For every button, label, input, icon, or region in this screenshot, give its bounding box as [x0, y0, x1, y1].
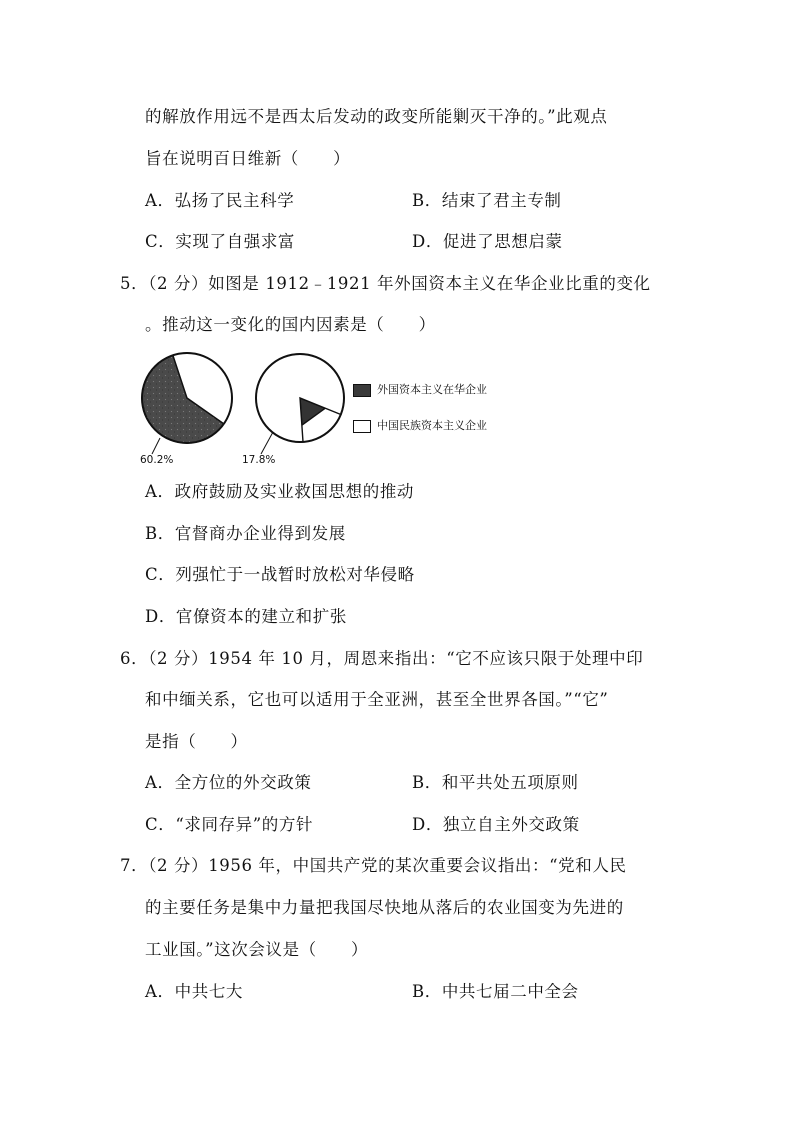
legend-label-foreign: 外国资本主义在华企业 — [377, 383, 487, 396]
q6-option-d[interactable]: D．独立自主外交政策 — [412, 815, 580, 834]
q6-option-a[interactable]: A．全方位的外交政策 — [145, 773, 312, 792]
q7-option-b[interactable]: B．中共七届二中全会 — [412, 982, 579, 1001]
q4-option-d[interactable]: D．促进了思想启蒙 — [412, 232, 563, 251]
q5-option-a[interactable]: A．政府鼓励及实业救国思想的推动 — [145, 482, 415, 501]
q4-stem-line-2: 旨在说明百日维新（ ） — [145, 149, 351, 168]
legend-label-national: 中国民族资本主义企业 — [377, 419, 487, 432]
q7-stem-line-2: 的主要任务是集中力量把我国尽快地从落后的农业国变为先进的 — [145, 898, 624, 917]
pie-right — [256, 354, 344, 442]
pie-1960-left — [142, 353, 232, 443]
pie-1-label-leader — [152, 438, 160, 454]
q7-stem-line-3: 工业国。”这次会议是（ ） — [145, 940, 369, 959]
legend-swatch-foreign — [353, 384, 371, 397]
q6-option-b[interactable]: B．和平共处五项原则 — [412, 773, 579, 792]
q4-stem-line-1: 的解放作用远不是西太后发动的政变所能剿灭干净的。”此观点 — [145, 107, 608, 126]
q4-option-b[interactable]: B．结束了君主专制 — [412, 191, 562, 210]
q5-stem-line-2: 。推动这一变化的国内因素是（ ） — [145, 315, 436, 334]
pie-2-percent-label: 17.8% — [242, 454, 276, 466]
q7-option-a[interactable]: A．中共七大 — [145, 982, 244, 1001]
q5-option-b[interactable]: B．官督商办企业得到发展 — [145, 524, 346, 543]
q6-stem-line-3: 是指（ ） — [145, 732, 248, 751]
pie-1-percent-label: 60.2% — [140, 454, 174, 466]
q5-option-c[interactable]: C．列强忙于一战暂时放松对华侵略 — [145, 565, 415, 584]
q6-stem-line-1: 6．（2 分）1954 年 10 月，周恩来指出：“它不应该只限于处理中印 — [120, 649, 644, 668]
q5-option-d[interactable]: D．官僚资本的建立和扩张 — [145, 607, 347, 626]
q4-option-c[interactable]: C．实现了自强求富 — [145, 232, 296, 251]
pie-chart-figure — [140, 350, 520, 470]
q4-option-a[interactable]: A．弘扬了民主科学 — [145, 191, 295, 210]
pie-chart-svg — [140, 350, 520, 470]
legend-swatch-national — [353, 420, 371, 433]
pie-2-label-leader — [261, 432, 273, 454]
q6-stem-line-2: 和中缅关系，它也可以适用于全亚洲，甚至全世界各国。”“它” — [145, 690, 609, 709]
q7-stem-line-1: 7．（2 分）1956 年，中国共产党的某次重要会议指出：“党和人民 — [120, 856, 627, 875]
q6-option-c[interactable]: C．“求同存异”的方针 — [145, 815, 314, 834]
q5-stem-line-1: 5．（2 分）如图是 1912﹣1921 年外国资本主义在华企业比重的变化 — [120, 274, 651, 293]
